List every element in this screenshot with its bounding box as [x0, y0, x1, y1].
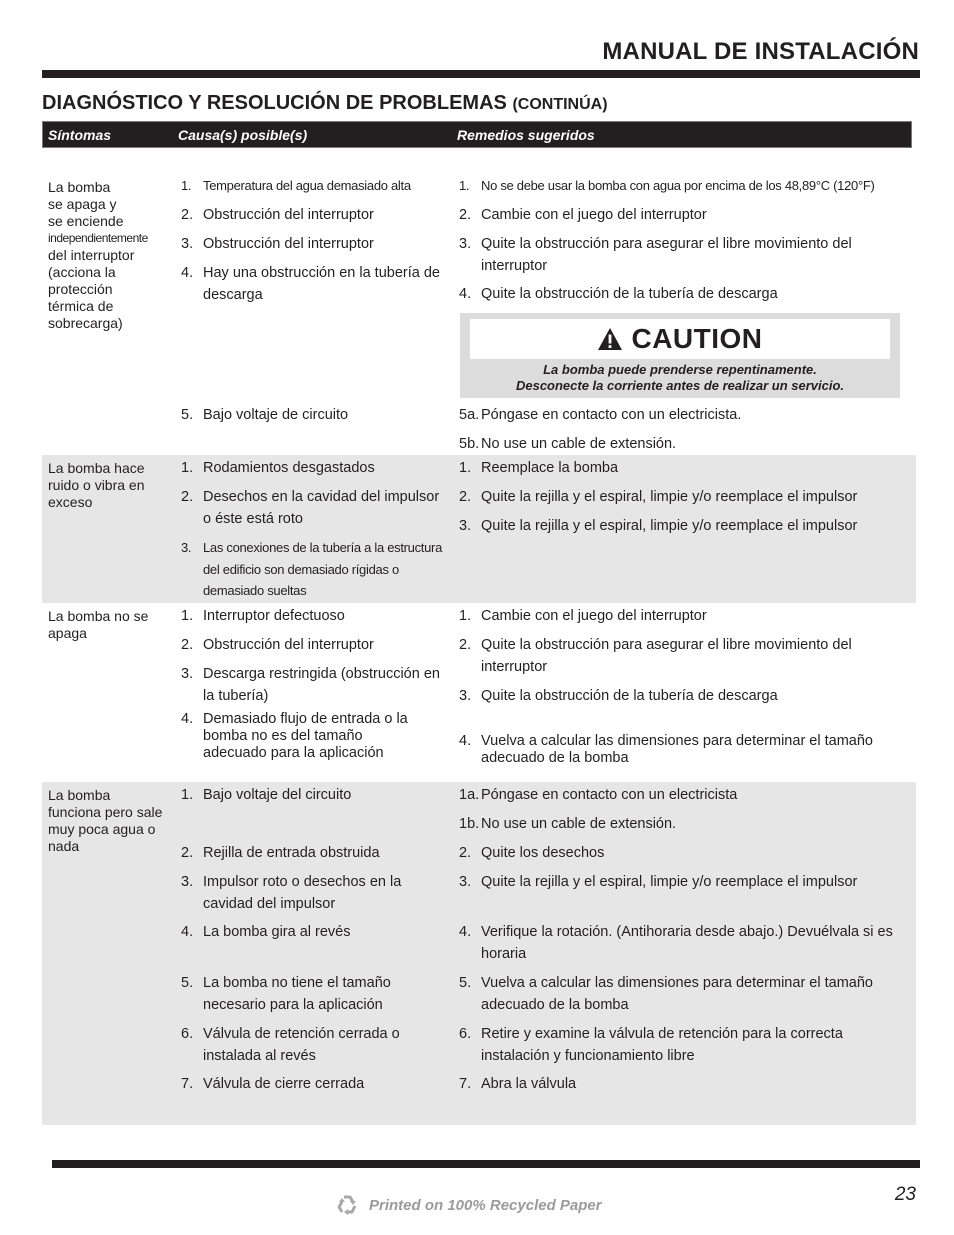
item-text: Quite la obstrucción de la tubería de descarga [481, 286, 778, 302]
item-text: Verifique la rotación. (Antihoraria desde abajo.) Devuélvala si es horaria [481, 924, 893, 962]
item-number: 2. [459, 489, 472, 505]
remedy-item [459, 457, 909, 479]
remedy-item [459, 634, 909, 678]
caution-line: La bomba puede prenderse repentinamente. [543, 362, 817, 377]
item-number: 2. [181, 207, 194, 223]
remedy-item [459, 404, 909, 426]
item-text: Rodamientos desgastados [203, 460, 375, 476]
item-number: 6. [181, 1026, 194, 1042]
item-text: Quite la rejilla y el espiral, limpie y/o reemplace el impulsor [481, 518, 858, 534]
remedy-item [459, 515, 909, 537]
item-text: Cambie con el juego del interruptor [481, 608, 707, 624]
item-number: 7. [181, 1076, 194, 1092]
item-number: 3. [181, 874, 194, 890]
symptom-line: térmica de [48, 298, 114, 314]
item-text: No use un cable de extensión. [481, 816, 677, 832]
symptom-line: (acciona la [48, 264, 116, 280]
remedy-item [459, 733, 909, 767]
top-rule [42, 70, 920, 78]
column-header-causes: Causa(s) posible(s) [178, 127, 308, 143]
item-number: 5b. [459, 436, 480, 452]
item-text: Hay una obstrucción en la tubería de descarga [203, 265, 440, 303]
caution-label: CAUTION [631, 323, 763, 354]
remedy-item [459, 685, 909, 707]
item-number: 1. [181, 787, 194, 803]
item-text: Vuelva a calcular las dimensiones para determinar el tamaño adecuado de la bomba [481, 733, 873, 766]
remedy-item [459, 871, 909, 893]
item-text: Válvula de retención cerrada o instalada al revés [203, 1026, 400, 1064]
item-text: Bajo voltaje de circuito [203, 407, 349, 423]
item-text: La bomba gira al revés [203, 924, 351, 940]
cause-item [181, 457, 449, 479]
item-text: Bajo voltaje del circuito [203, 787, 352, 803]
item-number: 1. [181, 608, 194, 624]
cause-item [181, 262, 449, 306]
item-number: 5. [459, 975, 472, 991]
remedy-item [459, 175, 909, 197]
item-text: Obstrucción del interruptor [203, 236, 374, 252]
item-number: 2. [459, 845, 472, 861]
column-header-remedies: Remedios sugeridos [457, 127, 595, 143]
item-number: 4. [181, 924, 194, 940]
bottom-rule [52, 1160, 920, 1168]
remedy-item [459, 1023, 909, 1067]
cause-item [181, 921, 449, 943]
cause-item [181, 711, 421, 762]
symptom-cell: La bomba hace ruido o vibra en exceso [48, 460, 145, 510]
cause-item [181, 784, 449, 806]
cause-item [181, 842, 449, 864]
item-number: 1a. [459, 787, 480, 803]
item-text: Póngase en contacto con un electricista. [481, 407, 742, 423]
cause-item [181, 233, 449, 255]
manual-title: MANUAL DE INSTALACIÓN [602, 38, 919, 65]
item-number: 2. [181, 845, 194, 861]
cause-item [181, 404, 449, 426]
item-number: 3. [181, 666, 194, 682]
cause-item [181, 663, 449, 707]
item-text: Descarga restringida (obstrucción en la tubería) [203, 666, 440, 704]
item-number: 6. [459, 1026, 472, 1042]
item-text: Quite la rejilla y el espiral, limpie y/o reemplace el impulsor [481, 874, 858, 890]
recycled-note [335, 1194, 602, 1216]
item-number: 3. [459, 688, 472, 704]
remedy-item [459, 283, 909, 305]
item-number: 1. [181, 460, 194, 476]
item-number: 5a. [459, 407, 480, 423]
remedy-item [459, 1073, 909, 1095]
item-text: Póngase en contacto con un electricista [481, 787, 738, 803]
cause-item [181, 537, 449, 602]
item-text: Las conexiones de la tubería a la estructura del edificio son demasiado rígidas o demasiado sueltas [203, 540, 443, 598]
item-number: 4. [181, 711, 194, 727]
item-text: Interruptor defectuoso [203, 608, 345, 624]
remedy-item [459, 813, 909, 835]
cause-item [181, 871, 449, 915]
cause-item [181, 204, 449, 226]
item-text: Abra la válvula [481, 1076, 577, 1092]
item-number: 5. [181, 975, 194, 991]
item-text: Quite la obstrucción para asegurar el libre movimiento del interruptor [481, 236, 852, 274]
remedy-item [459, 486, 909, 508]
symptom-line: independientemente [48, 231, 148, 245]
caution-banner [470, 319, 890, 359]
symptom-cell [48, 179, 173, 332]
item-number: 4. [459, 924, 472, 940]
item-number: 4. [181, 265, 194, 281]
item-number: 1. [459, 178, 470, 193]
item-number: 4. [459, 733, 472, 749]
item-text: Vuelva a calcular las dimensiones para determinar el tamaño adecuado de la bomba [481, 975, 873, 1013]
symptom-line: La bomba [48, 179, 111, 195]
item-text: Impulsor roto o desechos en la cavidad del impulsor [203, 874, 402, 912]
cause-item [181, 1023, 449, 1067]
symptom-line: del interruptor [48, 247, 135, 263]
item-number: 2. [459, 637, 472, 653]
item-number: 3. [181, 540, 192, 555]
item-number: 2. [181, 489, 194, 505]
item-text: Obstrucción del interruptor [203, 207, 374, 223]
item-text: Retire y examine la válvula de retención para la correcta instalación y funcionamiento libre [481, 1026, 843, 1064]
item-text: Desechos en la cavidad del impulsor o éste está roto [203, 489, 440, 527]
symptom-line: sobrecarga) [48, 315, 123, 331]
item-number: 3. [459, 518, 472, 534]
column-header-symptoms: Síntomas [48, 127, 112, 143]
cause-item [181, 486, 449, 530]
recycle-icon [335, 1194, 359, 1216]
remedy-item [459, 842, 909, 864]
item-number: 1. [459, 460, 472, 476]
item-text: No use un cable de extensión. [481, 436, 677, 452]
item-text: Temperatura del agua demasiado alta [203, 178, 411, 193]
symptom-line: se apaga y [48, 196, 117, 212]
item-number: 3. [459, 236, 472, 252]
page-number: 23 [894, 1184, 916, 1205]
item-number: 1. [181, 178, 192, 193]
remedy-item [459, 233, 909, 277]
item-number: 4. [459, 286, 472, 302]
cause-item [181, 605, 449, 627]
item-number: 5. [181, 407, 194, 423]
item-text: Demasiado flujo de entrada o la bomba no es del tamaño adecuado para la aplicación [203, 711, 408, 761]
caution-message [460, 362, 900, 394]
item-text: Rejilla de entrada obstruida [203, 845, 380, 861]
item-text: No se debe usar la bomba con agua por encima de los 48,89°C (120°F) [481, 178, 875, 193]
caution-line: Desconecte la corriente antes de realizar un servicio. [515, 378, 845, 393]
cause-item [181, 175, 449, 197]
item-text: Reemplace la bomba [481, 460, 619, 476]
symptom-line: protección [48, 281, 113, 297]
item-number: 3. [181, 236, 194, 252]
item-text: Quite la rejilla y el espiral, limpie y/o reemplace el impulsor [481, 489, 858, 505]
item-number: 1. [459, 608, 472, 624]
symptom-line: se enciende [48, 213, 124, 229]
symptom-cell: La bomba no se apaga [48, 608, 149, 641]
remedy-item [459, 784, 909, 806]
item-text: Válvula de cierre cerrada [203, 1076, 365, 1092]
caution-box [460, 313, 900, 398]
remedy-item [459, 204, 909, 226]
item-text: Cambie con el juego del interruptor [481, 207, 707, 223]
item-text: Obstrucción del interruptor [203, 637, 374, 653]
section-continued: (CONTINÚA) [512, 96, 608, 113]
cause-item [181, 634, 449, 656]
item-text: La bomba no tiene el tamaño necesario para la aplicación [203, 975, 391, 1013]
item-number: 2. [459, 207, 472, 223]
remedy-item [459, 972, 909, 1016]
item-number: 3. [459, 874, 472, 890]
remedy-item [459, 433, 909, 455]
item-text: Quite los desechos [481, 845, 605, 861]
item-number: 2. [181, 637, 194, 653]
cause-item [181, 1073, 449, 1095]
section-title [42, 92, 608, 115]
item-text: Quite la obstrucción para asegurar el libre movimiento del interruptor [481, 637, 852, 675]
remedy-item [459, 605, 909, 627]
cause-item [181, 972, 449, 1016]
item-text: Quite la obstrucción de la tubería de descarga [481, 688, 778, 704]
symptom-cell: La bomba funciona pero sale muy poca agua o nada [48, 787, 163, 854]
item-number: 7. [459, 1076, 472, 1092]
warning-triangle-icon [597, 327, 623, 351]
section-title-text: DIAGNÓSTICO Y RESOLUCIÓN DE PROBLEMAS [42, 92, 507, 114]
remedy-item [459, 921, 909, 965]
table-header [42, 121, 912, 148]
recycled-text: Printed on 100% Recycled Paper [369, 1196, 602, 1214]
item-number: 1b. [459, 816, 480, 832]
